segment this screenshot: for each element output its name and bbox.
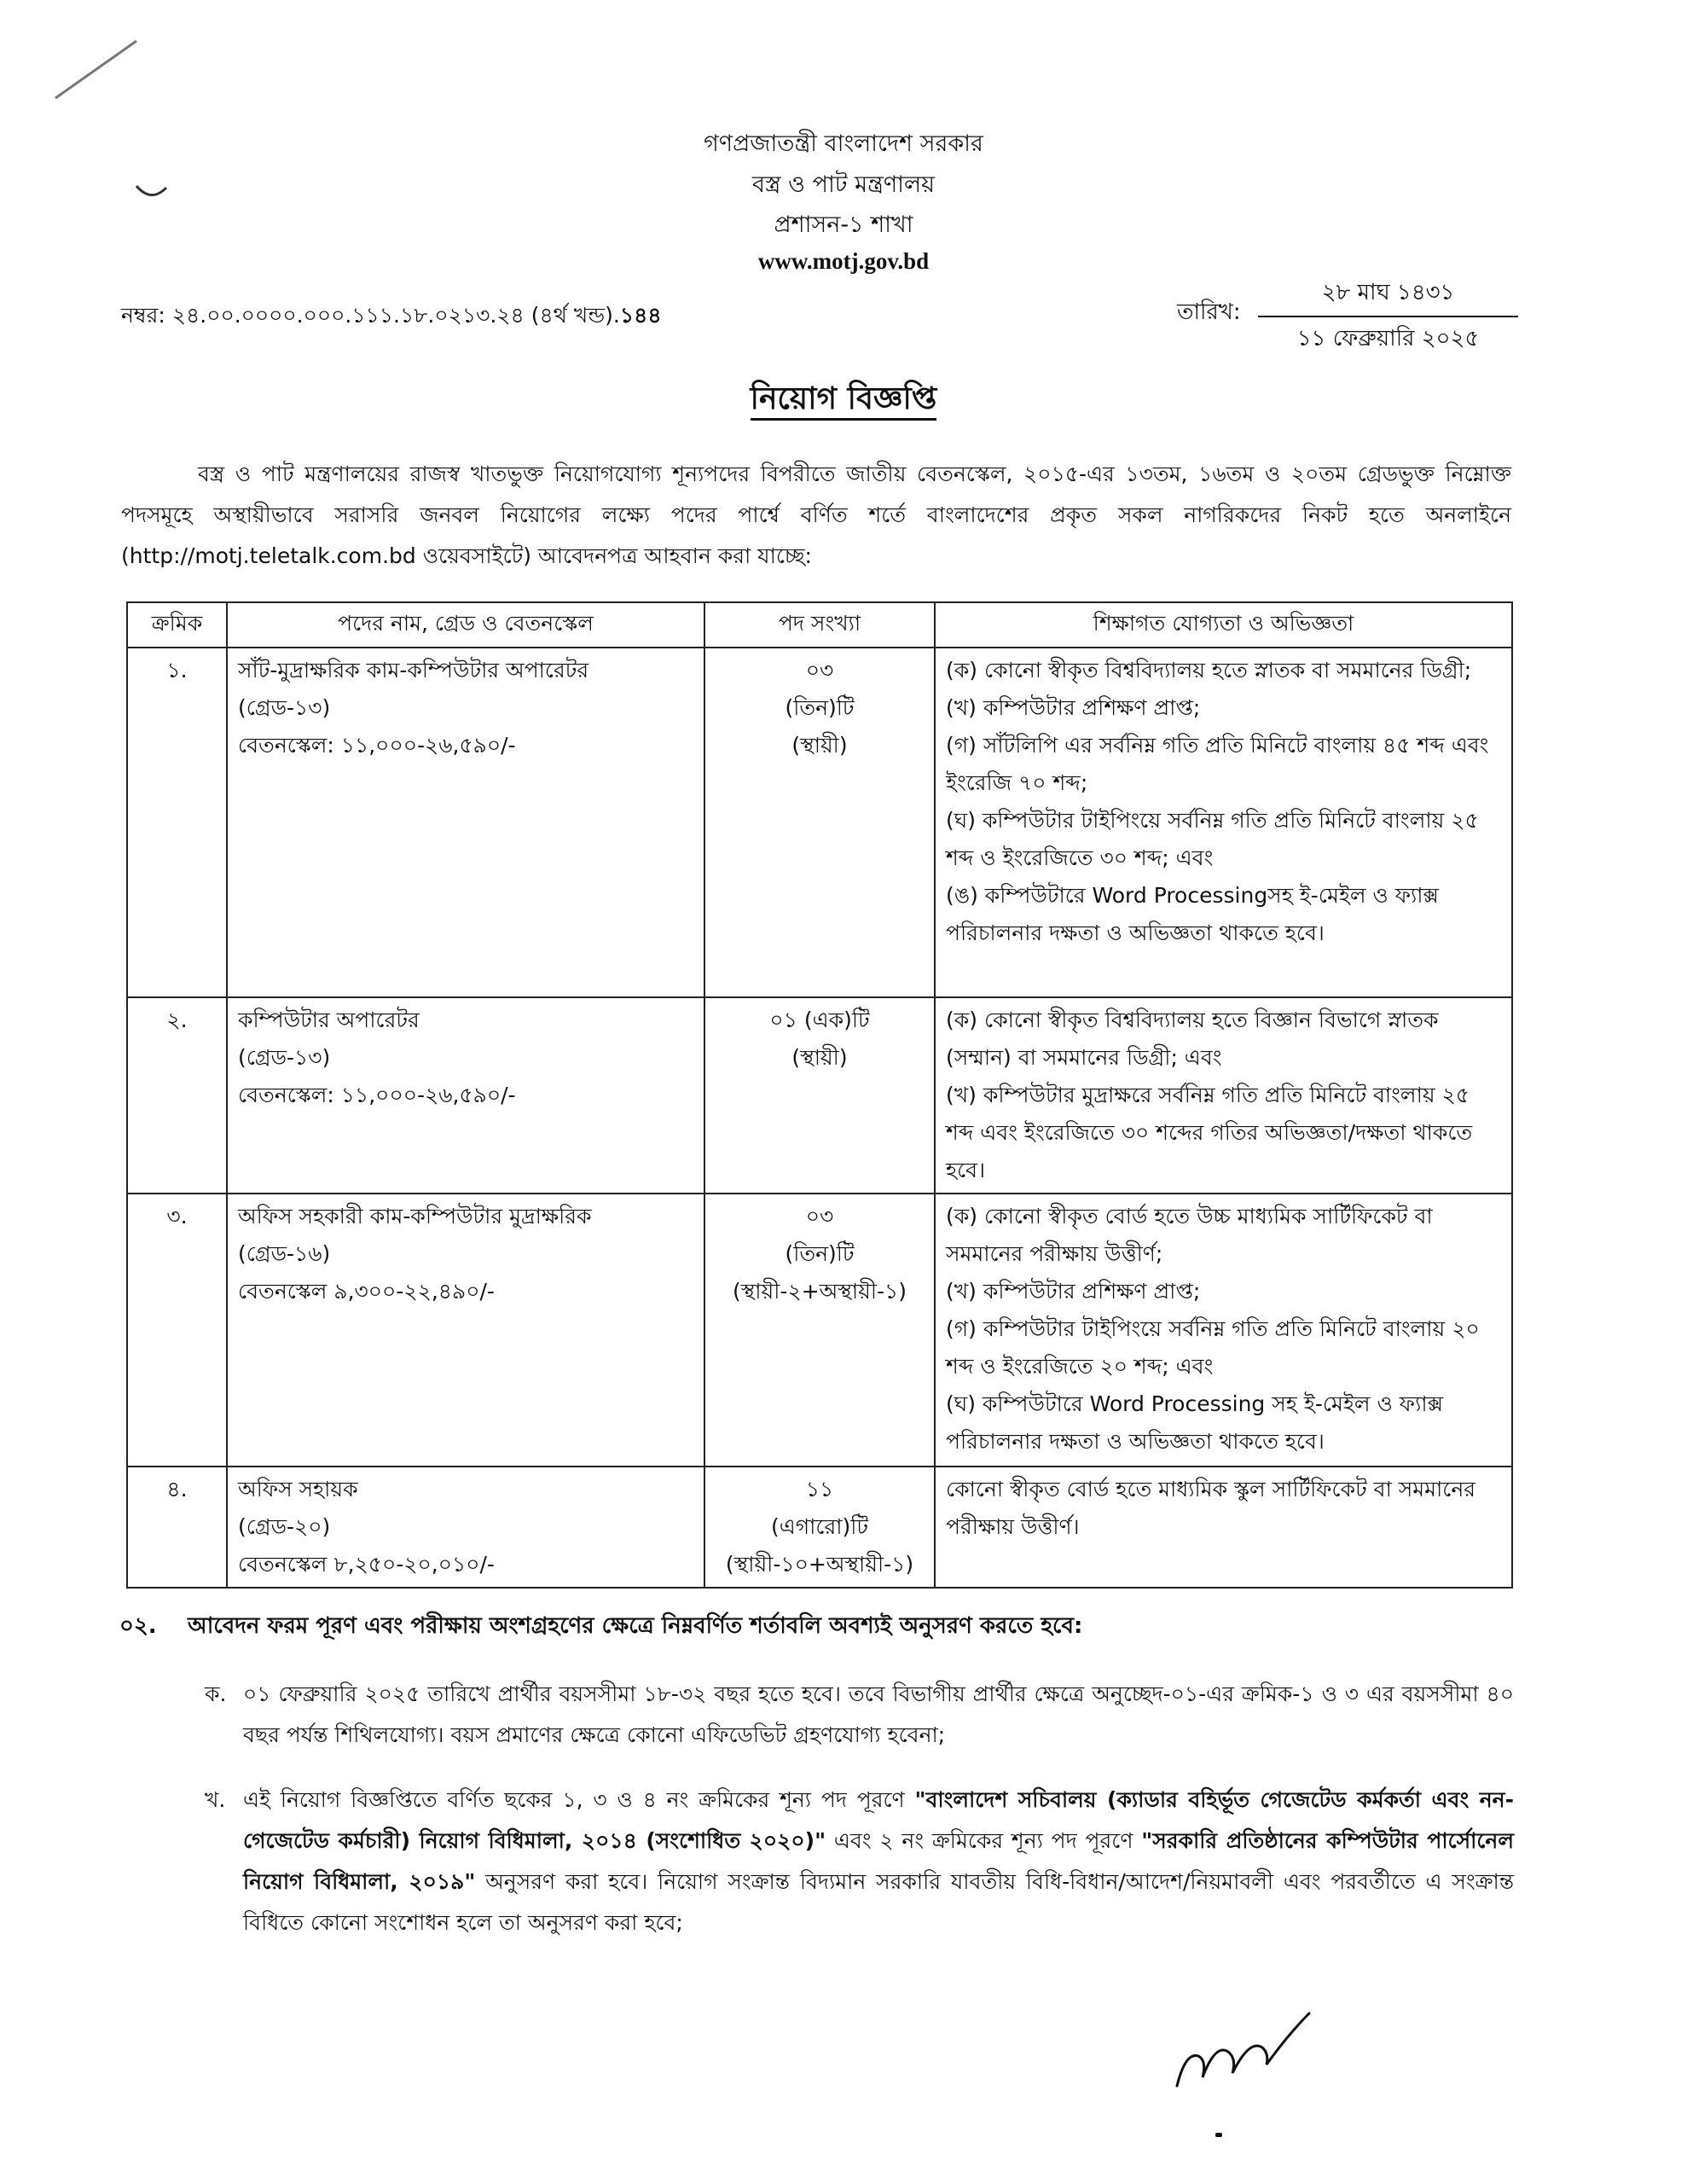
ink-dot [1215, 2133, 1222, 2137]
table-row [127, 1467, 1512, 1588]
count-type: (স্থায়ী-১০+অস্থায়ী-১) [725, 1552, 914, 1577]
item-b-rules-2: "সরকারি প্রতিষ্ঠানের কম্পিউটার পার্সোনেল নিয়োগ বিধিমালা, ২০১৯" [243, 1828, 1514, 1894]
qualification-item: (গ) কম্পিউটার টাইপিংয়ে সর্বনিম্ন গতি প্রতি মিনিটে বাংলায় ২০ শব্দ ও ইংরেজিতে ২০ শব্দ; এবং [946, 1316, 1480, 1379]
govt-name: গণপ্রজাতন্ত্রী বাংলাদেশ সরকার [704, 131, 983, 157]
item-b-rules-1: "বাংলাদেশ সচিবালয় (ক্যাডার বহির্ভূত গেজেটেড কর্মকর্তা এবং নন-গেজেটেড কর্মচারী) নিয়োগ বিধিমালা, ২০১৪ (সংশোধিত ২০২০)" [243, 1787, 1514, 1853]
item-b-text-3: অনুসরণ করা হবে। নিয়োগ সংক্রান্ত বিদ্যমান সরকারি যাবতীয় বিধি-বিধান/আদেশ/নিয়মাবলী এবং পরবর্তীতে এ সংক্রান্ত বিধিতে কোনো সংশোধন হলে তা অনুসরণ করা হবে; [243, 1869, 1514, 1935]
qualification-item: (ক) কোনো স্বীকৃত বোর্ড হতে উচ্চ মাধ্যমিক সার্টিফিকেট বা সমমানের পরীক্ষায় উত্তীর্ণ; [946, 1204, 1433, 1266]
row-qualifications [935, 1467, 1512, 1588]
memo-number [121, 299, 662, 335]
section2-title: আবেদন ফরম পূরণ এবং পরীক্ষায় অংশগ্রহণের ক্ষেত্রে নিম্নবর্ণিত শর্তাবলি অবশ্যই অনুসরণ করতে হবে: [188, 1613, 1083, 1639]
page-title [0, 375, 1687, 427]
row-count [704, 1194, 935, 1467]
count-type: (স্থায়ী) [791, 733, 848, 758]
memo-number-prefix: নম্বর: ২৪.০০.০০০০.০০০.১১১.১৮.০২১৩.২৪ (৪র্থ খন্ড). [121, 303, 620, 328]
item-b-text-1: এই নিয়োগ বিজ্ঞপ্তিতে বর্ণিত ছকের ১, ৩ ও ৪ নং ক্রমিকের শূন্য পদ পূরণে [243, 1787, 915, 1812]
memo-number-suffix: ১৪৪ [619, 303, 662, 328]
post-scale: বেতনস্কেল: ১১,০০০-২৬,৫৯০/- [238, 733, 516, 758]
row-post [227, 1467, 704, 1588]
count-number: ০৩ [805, 1204, 834, 1228]
qualification-item: (ঘ) কম্পিউটার টাইপিংয়ে সর্বনিম্ন গতি প্রতি মিনিটে বাংলায় ২৫ শব্দ ও ইংরেজিতে ৩০ শব্দ; এবং [946, 808, 1479, 870]
date-divider [1258, 316, 1518, 317]
website-link[interactable]: www.motj.gov.bd [757, 248, 930, 274]
vacancy-table [126, 601, 1513, 1589]
post-grade: (গ্রেড-২০) [238, 1514, 331, 1539]
row-qualifications [935, 1194, 1512, 1467]
count-number: ০৩ [805, 658, 834, 682]
count-type: (স্থায়ী-২+অস্থায়ী-১) [733, 1279, 907, 1304]
page-title-text: নিয়োগ বিজ্ঞপ্তি [751, 381, 937, 421]
qualification-item: (খ) কম্পিউটার মুদ্রাক্ষরে সর্বনিম্ন গতি প্রতি মিনিটে বাংলায় ২৫ শব্দ এবং ইংরেজিতে ৩০ শব্দের গতির অভিজ্ঞতা/দক্ষতা থাকতে হবে। [946, 1083, 1473, 1182]
row-qualifications [935, 997, 1512, 1194]
item-a-text: ০১ ফেব্রুয়ারি ২০২৫ তারিখে প্রার্থীর বয়সসীমা ১৮-৩২ বছর হতে হবে। তবে বিভাগীয় প্রার্থীর ক্ষেত্রে অনুচ্ছেদ-০১-এর ক্রমিক-১ ও ৩ এর বয়সসীমা ৪০ বছর পর্যন্ত শিথিলযোগ্য। বয়স প্রমাণের ক্ষেত্রে কোনো এফিডেভিট গ্রহণযোগ্য হবেনা; [243, 1682, 1514, 1747]
table-row [127, 648, 1512, 997]
count-number: ১১ [805, 1477, 834, 1502]
qualification-item: (গ) সাঁটলিপি এর সর্বনিম্ন গতি প্রতি মিনিটে বাংলায় ৪৫ শব্দ এবং ইংরেজি ৭০ শব্দ; [946, 733, 1489, 795]
section2-heading [119, 1608, 1082, 1646]
post-scale: বেতনস্কেল ৮,২৫০-২০,০১০/- [238, 1552, 495, 1577]
row-post [227, 997, 704, 1194]
condition-item-a [205, 1674, 1514, 1756]
table-row [127, 1194, 1512, 1467]
row-count [704, 997, 935, 1194]
post-title: কম্পিউটার অপারেটর [238, 1008, 420, 1032]
date-box [1258, 275, 1518, 358]
date-label: তারিখ: [1177, 299, 1241, 325]
row-qualifications [935, 648, 1512, 997]
qualification-item: (ঘ) কম্পিউটারে Word Processing সহ ই-মেইল ও ফ্যাক্স পরিচালনার দক্ষতা ও অভিজ্ঞতা থাকতে হবে। [946, 1391, 1443, 1454]
post-grade: (গ্রেড-১৩) [238, 1045, 331, 1070]
date-bangla: ২৮ মাঘ ১৪৩১ [1321, 280, 1455, 305]
row-serial: ২. [127, 997, 227, 1194]
intro-paragraph: বস্ত্র ও পাট মন্ত্রণালয়ের রাজস্ব খাতভুক্ত নিয়োগযোগ্য শূন্যপদের বিপরীতে জাতীয় বেতনস্কেল, ২০১৫-এর ১৩তম, ১৬তম ও ২০তম গ্রেডভুক্ত নিম্নোক্ত পদসমূহে অস্থায়ীভাবে সরাসরি জনবল নিয়োগের লক্ষ্যে পদের পার্শ্বে বর্ণিত শর্তে বাংলাদেশের প্রকৃত সকল নাগরিকদের নিকট হতে অনলাইনে (http://motj.teletalk.com.bd ওয়েবসাইটে) আবেদনপত্র আহবান করা যাচ্ছে: [121, 462, 1511, 568]
qualification-item: (খ) কম্পিউটার প্রশিক্ষণ প্রাপ্ত; [946, 1279, 1201, 1304]
item-b-text-2: এবং ২ নং ক্রমিকের শূন্য পদ পূরণে [826, 1828, 1142, 1853]
post-scale: বেতনস্কেল ৯,৩০০-২২,৪৯০/- [238, 1279, 495, 1304]
count-words: (এগারো)টি [771, 1514, 868, 1539]
row-serial: ১. [127, 648, 227, 997]
row-serial: ৪. [127, 1467, 227, 1588]
qualification-item: (ক) কোনো স্বীকৃত বিশ্ববিদ্যালয় হতে বিজ্ঞান বিভাগে স্নাতক (সম্মান) বা সমমানের ডিগ্রী; এবং [946, 1008, 1439, 1070]
header-post: পদের নাম, গ্রেড ও বেতনস্কেল [227, 602, 704, 648]
post-title: অফিস সহায়ক [238, 1477, 358, 1502]
header-count: পদ সংখ্যা [704, 602, 935, 648]
post-title: সাঁট-মুদ্রাক্ষরিক কাম-কম্পিউটার অপারেটর [238, 658, 589, 682]
post-title: অফিস সহকারী কাম-কম্পিউটার মুদ্রাক্ষরিক [238, 1204, 592, 1228]
condition-item-b [205, 1780, 1514, 1943]
header-serial: ক্রমিক [127, 602, 227, 648]
table-header-row [127, 602, 1512, 648]
ministry-name: বস্ত্র ও পাট মন্ত্রণালয় [751, 171, 935, 198]
qualification-item: (খ) কম্পিউটার প্রশিক্ষণ প্রাপ্ত; [946, 695, 1201, 720]
post-scale: বেতনস্কেল: ১১,০০০-২৬,৫৯০/- [238, 1083, 516, 1107]
row-serial: ৩. [127, 1194, 227, 1467]
section2-number: ০২. [119, 1613, 157, 1639]
qualification-item: কোনো স্বীকৃত বোর্ড হতে মাধ্যমিক স্কুল সার্টিফিকেট বা সমমানের পরীক্ষায় উত্তীর্ণ। [946, 1477, 1476, 1539]
row-post [227, 648, 704, 997]
post-grade: (গ্রেড-১৩) [238, 695, 331, 720]
post-grade: (গ্রেড-১৬) [238, 1241, 331, 1266]
count-words: (তিন)টি [785, 1241, 855, 1266]
row-post [227, 1194, 704, 1467]
qualification-item: (ঙ) কম্পিউটারে Word Processingসহ ই-মেইল ও ফ্যাক্স পরিচালনার দক্ষতা ও অভিজ্ঞতা থাকতে হবে। [946, 883, 1439, 945]
signature [1168, 2001, 1330, 2094]
row-count [704, 648, 935, 997]
row-count [704, 1467, 935, 1588]
date-english: ১১ ফেব্রুয়ারি ২০২৫ [1296, 326, 1480, 351]
item-b-label: খ. [205, 1787, 226, 1812]
item-a-label: ক. [205, 1682, 227, 1706]
table-row [127, 997, 1512, 1194]
count-words: (তিন)টি [785, 695, 855, 720]
count-type: (স্থায়ী) [791, 1045, 848, 1070]
branch-name: প্রশাসন-১ শাখা [774, 212, 913, 238]
qualification-item: (ক) কোনো স্বীকৃত বিশ্ববিদ্যালয় হতে স্নাতক বা সমমানের ডিগ্রী; [946, 658, 1472, 682]
count-number: ০১ (এক)টি [769, 1008, 870, 1032]
pen-stroke-mark [51, 34, 145, 111]
header-qualification: শিক্ষাগত যোগ্যতা ও অভিজ্ঞতা [935, 602, 1512, 648]
